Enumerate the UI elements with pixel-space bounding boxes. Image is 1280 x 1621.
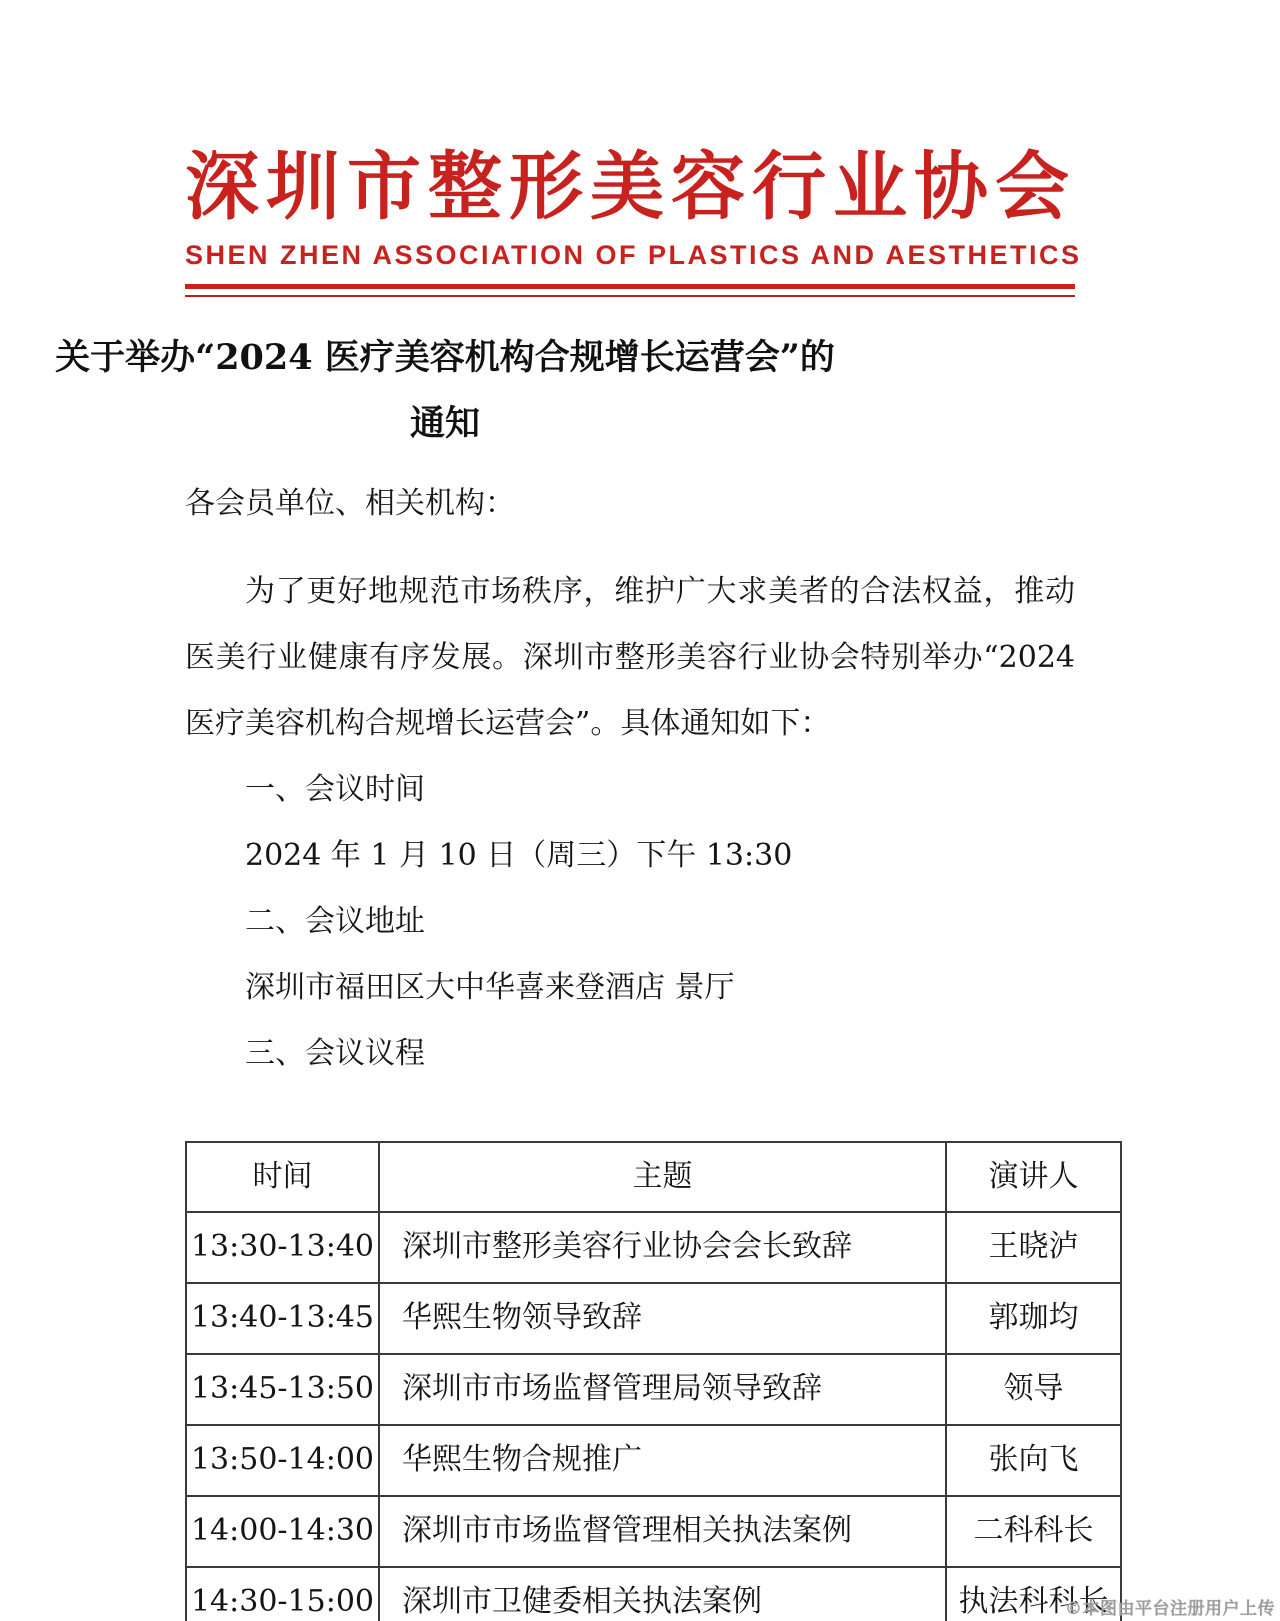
salutation: 各会员单位、相关机构： — [185, 485, 515, 521]
table-row — [186, 1354, 1121, 1425]
document-title — [0, 325, 890, 457]
agenda-time: 13:40-13:45 — [186, 1283, 379, 1354]
agenda-speaker: 郭珈均 — [946, 1283, 1121, 1354]
table-row — [186, 1283, 1121, 1354]
agenda-speaker: 领导 — [946, 1354, 1121, 1425]
divider-thick — [185, 284, 1075, 289]
document-body — [185, 471, 1109, 1621]
intro-paragraph: 为了更好地规范市场秩序，维护广大求美者的合法权益，推动医美行业健康有序发展。深圳市整形美容行业协会特别举办“2024 医疗美容机构合规增长运营会”。具体通知如下： — [185, 573, 1075, 741]
platform-upload-watermark: ©本图由平台注册用户上传 — [1065, 1599, 1275, 1619]
section-heading-meeting-time: 一、会议时间 — [245, 771, 425, 807]
agenda-col-header-speaker: 演讲人 — [946, 1142, 1121, 1212]
divider-thin — [185, 295, 1075, 297]
agenda-topic: 深圳市市场监督管理相关执法案例 — [379, 1496, 946, 1567]
document-title-line2: 通知 — [409, 402, 480, 444]
table-row — [186, 1212, 1121, 1283]
agenda-speaker: 王晓泸 — [946, 1212, 1121, 1283]
table-row — [186, 1496, 1121, 1567]
agenda-speaker: 二科科长 — [946, 1496, 1121, 1567]
table-row — [186, 1567, 1121, 1621]
meeting-address-value: 深圳市福田区大中华喜来登酒店 景厅 — [245, 969, 735, 1005]
agenda-time: 14:00-14:30 — [186, 1496, 379, 1567]
document-title-line1: 关于举办“2024 医疗美容机构合规增长运营会”的 — [55, 336, 835, 378]
meeting-time-value: 2024 年 1 月 10 日（周三）下午 13:30 — [245, 837, 793, 873]
agenda-topic: 深圳市卫健委相关执法案例 — [379, 1567, 946, 1621]
agenda-speaker: 张向飞 — [946, 1425, 1121, 1496]
association-name-en: SHEN ZHEN ASSOCIATION OF PLASTICS AND AESTHETICS — [185, 239, 1082, 270]
agenda-header-row — [186, 1142, 1121, 1212]
agenda-col-header-time: 时间 — [186, 1142, 379, 1212]
agenda-col-header-topic: 主题 — [379, 1142, 946, 1212]
agenda-topic: 深圳市市场监督管理局领导致辞 — [379, 1354, 946, 1425]
agenda-time: 13:50-14:00 — [186, 1425, 379, 1496]
agenda-time: 14:30-15:00 — [186, 1567, 379, 1621]
agenda-speaker: 执法科科长 — [946, 1567, 1121, 1621]
section-heading-meeting-agenda: 三、会议议程 — [245, 1035, 425, 1071]
section-heading-meeting-address: 二、会议地址 — [245, 903, 425, 939]
agenda-topic: 深圳市整形美容行业协会会长致辞 — [379, 1212, 946, 1283]
association-name-cn: 深圳市整形美容行业协会 — [185, 144, 1076, 230]
agenda-table — [185, 1141, 1122, 1621]
agenda-time: 13:30-13:40 — [186, 1212, 379, 1283]
letterhead — [185, 0, 1082, 297]
agenda-topic: 华熙生物领导致辞 — [379, 1283, 946, 1354]
agenda-topic: 华熙生物合规推广 — [379, 1425, 946, 1496]
agenda-time: 13:45-13:50 — [186, 1354, 379, 1425]
table-row — [186, 1425, 1121, 1496]
